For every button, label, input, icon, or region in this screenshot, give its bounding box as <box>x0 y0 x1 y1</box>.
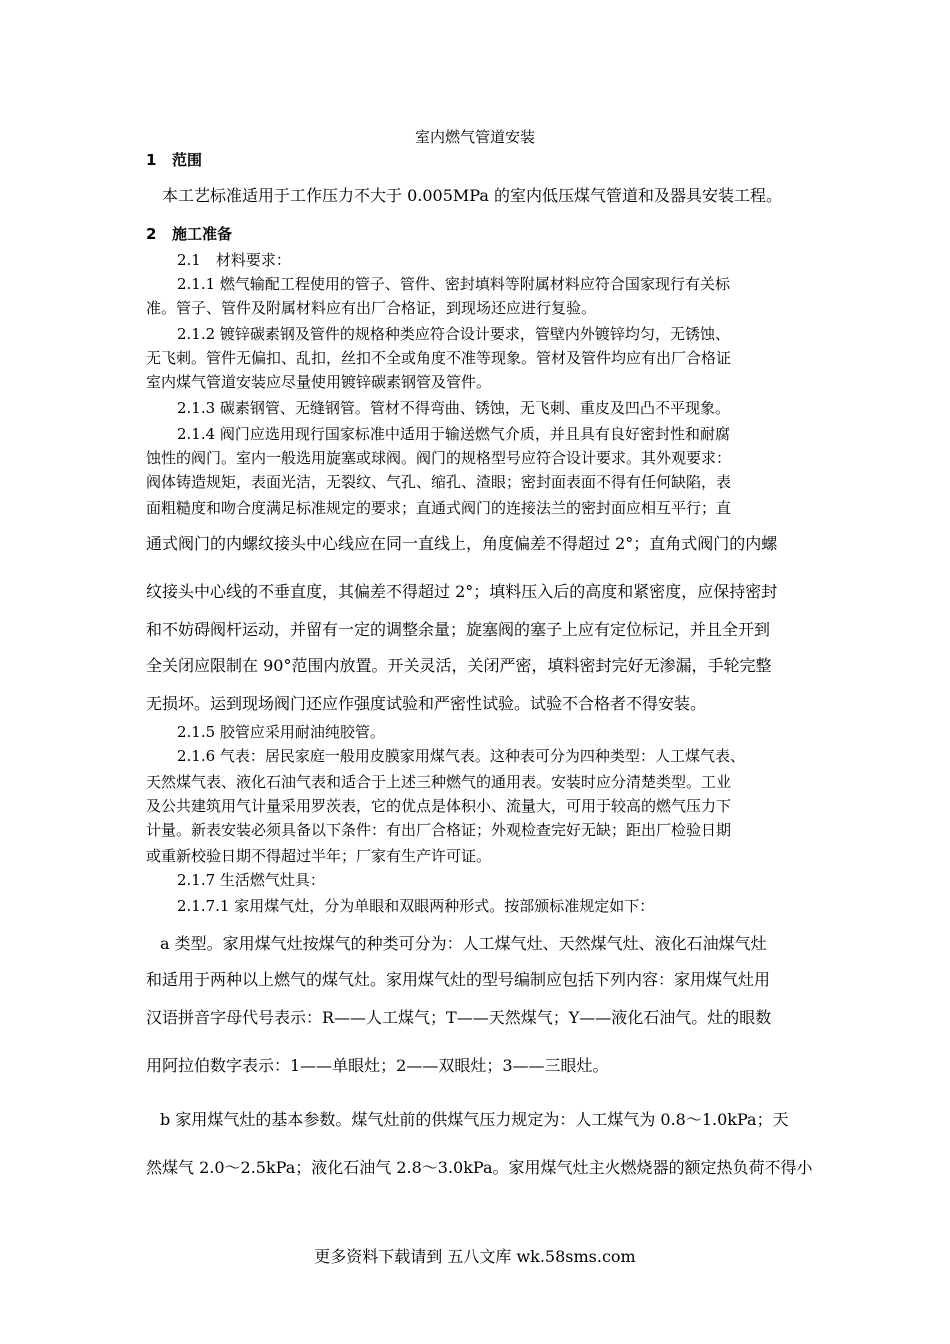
body-line: 阀体铸造规矩，表面光洁，无裂纹、气孔、缩孔、渣眼；密封面表面不得有任何缺陷，表 <box>146 473 732 491</box>
body-line: 蚀性的阀门。室内一般选用旋塞或球阀。阀门的规格型号应符合设计要求。其外观要求： <box>146 449 732 467</box>
body-line: 室内煤气管道安装应尽量使用镀锌碳素钢管及管件。 <box>146 373 492 391</box>
body-line: 2.1.2 镀锌碳素钢及管件的规格种类应符合设计要求，管壁内外镀锌均匀，无锈蚀、 <box>177 325 730 343</box>
body-line: 无飞刺。管件无偏扣、乱扣，丝扣不全或角度不准等现象。管材及管件均应有出厂合格证 <box>146 349 732 367</box>
page-title: 室内燃气管道安装 <box>414 128 535 146</box>
body-line: 全关闭应限制在 90°范围内放置。开关灵活，关闭严密，填料密封完好无渗漏，手轮完整 <box>146 656 772 675</box>
body-line: 或重新校验日期不得超过半年；厂家有生产许可证。 <box>146 847 492 865</box>
body-line: b 家用煤气灶的基本参数。煤气灶前的供煤气压力规定为：人工煤气为 0.8～1.0kPa；天 <box>160 1110 789 1129</box>
section-2-heading: 施工准备 <box>172 225 233 243</box>
body-line: 2.1.5 胶管应采用耐油纯胶管。 <box>177 723 385 741</box>
body-line: 准。管子、管件及附属材料应有出厂合格证，到现场还应进行复验。 <box>146 299 597 317</box>
scope-paragraph: 本工艺标准适用于工作压力不大于 0.005MPa 的室内低压煤气管道和及器具安装工程。 <box>162 186 782 205</box>
body-line: 及公共建筑用气计量采用罗茨表，它的优点是体积小、流量大，可用于较高的燃气压力下 <box>146 797 732 815</box>
body-line: 然煤气 2.0～2.5kPa；液化石油气 2.8～3.0kPa。家用煤气灶主火燃烧器的额定热负荷不得小 <box>146 1158 813 1177</box>
body-line: 用阿拉伯数字表示：1——单眼灶；2——双眼灶；3——三眼灶。 <box>146 1056 609 1075</box>
body-line: 2.1.3 碳素钢管、无缝钢管。管材不得弯曲、锈蚀，无飞刺、重皮及凹凸不平现象。 <box>177 399 730 417</box>
body-line: 2.1.1 燃气输配工程使用的管子、管件、密封填料等附属材料应符合国家现行有关标 <box>177 275 730 293</box>
body-line: 纹接头中心线的不垂直度，其偏差不得超过 2°；填料压入后的高度和紧密度，应保持密封 <box>146 582 778 601</box>
section-1-number: 1 <box>146 151 157 169</box>
body-line: 2.1.4 阀门应选用现行国家标准中适用于输送燃气介质，并且具有良好密封性和耐腐 <box>177 425 730 443</box>
body-line: 通式阀门的内螺纹接头中心线应在同一直线上，角度偏差不得超过 2°；直角式阀门的内螺 <box>146 534 778 553</box>
body-line: 2.1 材料要求： <box>177 251 291 269</box>
section-2-number: 2 <box>146 225 157 243</box>
body-line: 和不妨碍阀杆运动，并留有一定的调整余量；旋塞阀的塞子上应有定位标记，并且全开到 <box>146 620 771 639</box>
body-line: 汉语拼音字母代号表示：R——人工煤气；T——天然煤气；Y——液化石油气。灶的眼数 <box>146 1008 772 1027</box>
body-line: 2.1.6 气表：居民家庭一般用皮膜家用煤气表。这种表可分为四种类型：人工煤气表、 <box>177 747 745 765</box>
body-line: 和适用于两种以上燃气的煤气灶。家用煤气灶的型号编制应包括下列内容：家用煤气灶用 <box>146 970 771 989</box>
body-line: a 类型。家用煤气灶按煤气的种类可分为：人工煤气灶、天然煤气灶、液化石油煤气灶 <box>160 934 767 953</box>
footer-link-text[interactable]: 更多资料下载请到 五八文库 wk.58sms.com <box>314 1247 636 1266</box>
body-line: 无损坏。运到现场阀门还应作强度试验和严密性试验。试验不合格者不得安装。 <box>146 694 707 713</box>
section-1-heading: 范围 <box>172 151 203 169</box>
body-line: 2.1.7.1 家用煤气灶，分为单眼和双眼两种形式。按部颁标准规定如下： <box>177 897 655 915</box>
body-line: 面粗糙度和吻合度满足标准规定的要求；直通式阀门的连接法兰的密封面应相互平行；直 <box>146 499 732 517</box>
body-line: 2.1.7 生活燃气灶具： <box>177 871 325 889</box>
body-line: 天然煤气表、液化石油气表和适合于上述三种燃气的通用表。安装时应分清楚类型。工业 <box>146 773 732 791</box>
body-line: 计量。新表安装必须具备以下条件：有出厂合格证；外观检查完好无缺；距出厂检验日期 <box>146 821 732 839</box>
